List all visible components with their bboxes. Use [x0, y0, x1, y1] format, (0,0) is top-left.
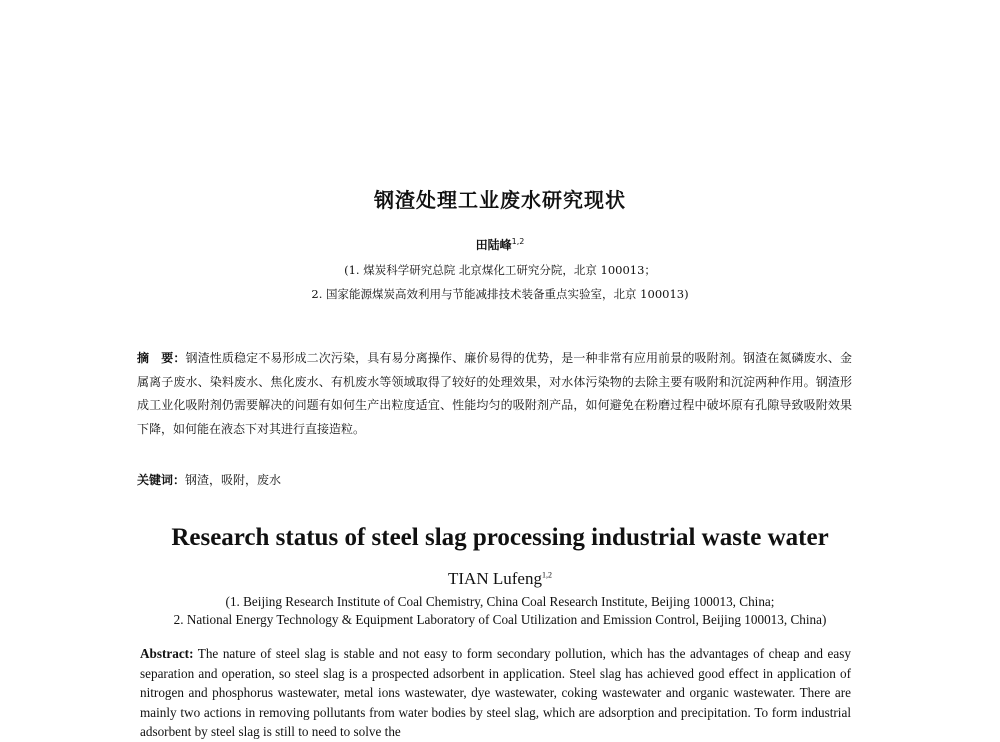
english-abstract-label: Abstract:: [140, 646, 194, 661]
chinese-title: 钢渣处理工业废水研究现状: [374, 188, 626, 212]
english-author-affiliation-marker: 1,2: [541, 570, 552, 580]
english-author-name: TIAN Lufeng: [448, 569, 542, 588]
chinese-keywords: [137, 471, 281, 488]
chinese-abstract: [137, 347, 852, 441]
english-title: Research status of steel slag processing industrial waste water: [171, 524, 829, 551]
chinese-keywords-label: 关键词：: [137, 473, 186, 487]
english-abstract-text: The nature of steel slag is stable and not easy to form secondary pollution, which has the advantages of cheap and easy separation and operation, so steel slag is a prospected adsorbent in application. Steel slag has achieved good effect in application of nitrogen and phosphorus wastewater, metal ions wastewater, dye wastewater, coking wastewater and organic wastewater. There are mainly two actions in removing pollutants from water bodies by steel slag, which are adsorption and precipitation. To form industrial adsorbent by steel slag is still to need to solve the: [140, 646, 851, 739]
english-abstract: [140, 644, 851, 742]
chinese-abstract-text: 钢渣性质稳定不易形成二次污染，具有易分离操作、廉价易得的优势，是一种非常有应用前景的吸附剂。钢渣在氮磷废水、金属离子废水、染料废水、焦化废水、有机废水等领域取得了较好的处理效果，对水体污染物的去除主要有吸附和沉淀两种作用。钢渣形成工业化吸附剂仍需要解决的问题有如何生产出粒度适宜、性能均匀的吸附剂产品，如何避免在粉磨过程中破坏原有孔隙导致吸附效果下降，如何能在液态下对其进行直接造粒。: [137, 351, 852, 436]
chinese-author-name: 田陆峰: [475, 238, 512, 252]
english-author: [0, 569, 1000, 589]
chinese-affiliation-2: 2. 国家能源煤炭高效利用与节能减排技术装备重点实验室，北京 100013): [311, 287, 689, 301]
chinese-affiliation-1: (1. 煤炭科学研究总院 北京煤化工研究分院，北京 100013；: [344, 263, 656, 277]
chinese-author-affiliation-marker: 1,2: [511, 237, 525, 246]
english-affiliation-2: 2. National Energy Technology & Equipment Laboratory of Coal Utilization and Emission Control, Beijing 100013, China): [173, 612, 827, 627]
chinese-keywords-text: 钢渣，吸附，废水: [185, 473, 282, 487]
english-affiliation-1: (1. Beijing Research Institute of Coal Chemistry, China Coal Research Institute, Beijing 100013, China;: [225, 594, 775, 609]
chinese-abstract-label: 摘 要：: [137, 351, 186, 365]
chinese-author: [0, 236, 1000, 253]
